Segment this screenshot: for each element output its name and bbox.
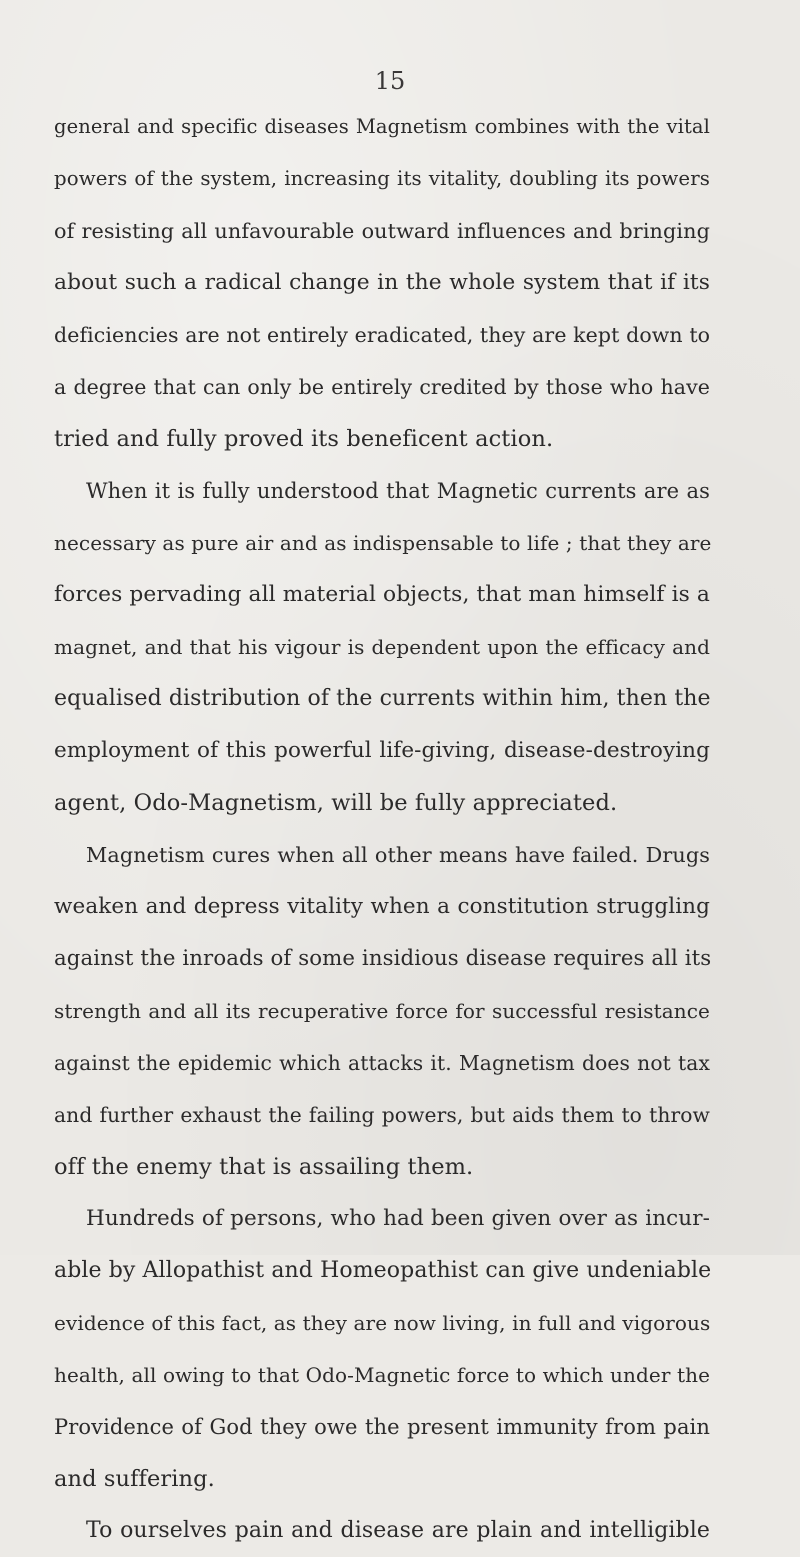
text-line: against the inroads of some insidious disease requires all its (54, 946, 712, 971)
text-line: able by Allopathist and Homeopathist can give undeniable (54, 1258, 712, 1283)
text-line: off the enemy that is assailing them. (54, 1154, 474, 1180)
text-line: magnet, and that his vigour is dependent upon the efficacy and (54, 635, 710, 659)
text-line: and suffering. (54, 1466, 215, 1492)
text-line: Magnetism cures when all other means have failed. Drugs (86, 843, 710, 867)
text-line: powers of the system, increasing its vitality, doubling its powers (54, 167, 710, 190)
text-line: Providence of God they owe the present immunity from pain (54, 1415, 710, 1439)
text-line: health, all owing to that Odo-Magnetic force to which under the (54, 1363, 710, 1387)
text-line: Hundreds of persons, who had been given over as incur- (86, 1206, 710, 1231)
text-line: of resisting all unfavourable outward influences and bringing (54, 219, 710, 243)
text-line: against the epidemic which attacks it. Magnetism does not tax (54, 1051, 710, 1075)
text-line: weaken and depress vitality when a constitution struggling (54, 894, 710, 919)
text-line: agent, Odo-Magnetism, will be fully appreciated. (54, 790, 618, 816)
text-line: about such a radical change in the whole system that if its (54, 270, 710, 295)
text-line: evidence of this fact, as they are now living, in full and vigorous (54, 1311, 711, 1335)
text-line: To ourselves pain and disease are plain and intelligible (86, 1518, 710, 1543)
page-number: 15 (374, 67, 406, 95)
text-line: employment of this powerful life-giving, disease-destroying (54, 738, 710, 763)
text-line: tried and fully proved its beneficent action. (54, 426, 554, 452)
text-line: equalised distribution of the currents within him, then the (54, 686, 711, 711)
body-text (54, 101, 710, 1557)
text-line: deficiencies are not entirely eradicated, they are kept down to (54, 323, 711, 347)
text-line: general and specific diseases Magnetism combines with the vital (54, 115, 710, 138)
text-line: forces pervading all material objects, that man himself is a (54, 582, 710, 607)
text-line: When it is fully understood that Magnetic currents are as (86, 479, 710, 503)
text-line: a degree that can only be entirely credited by those who have (54, 375, 710, 399)
text-line: strength and all its recuperative force for successful resistance (54, 999, 710, 1023)
text-line: and further exhaust the failing powers, but aids them to throw (54, 1103, 710, 1127)
text-line: necessary as pure air and as indispensable to life ; that they are (54, 531, 712, 555)
